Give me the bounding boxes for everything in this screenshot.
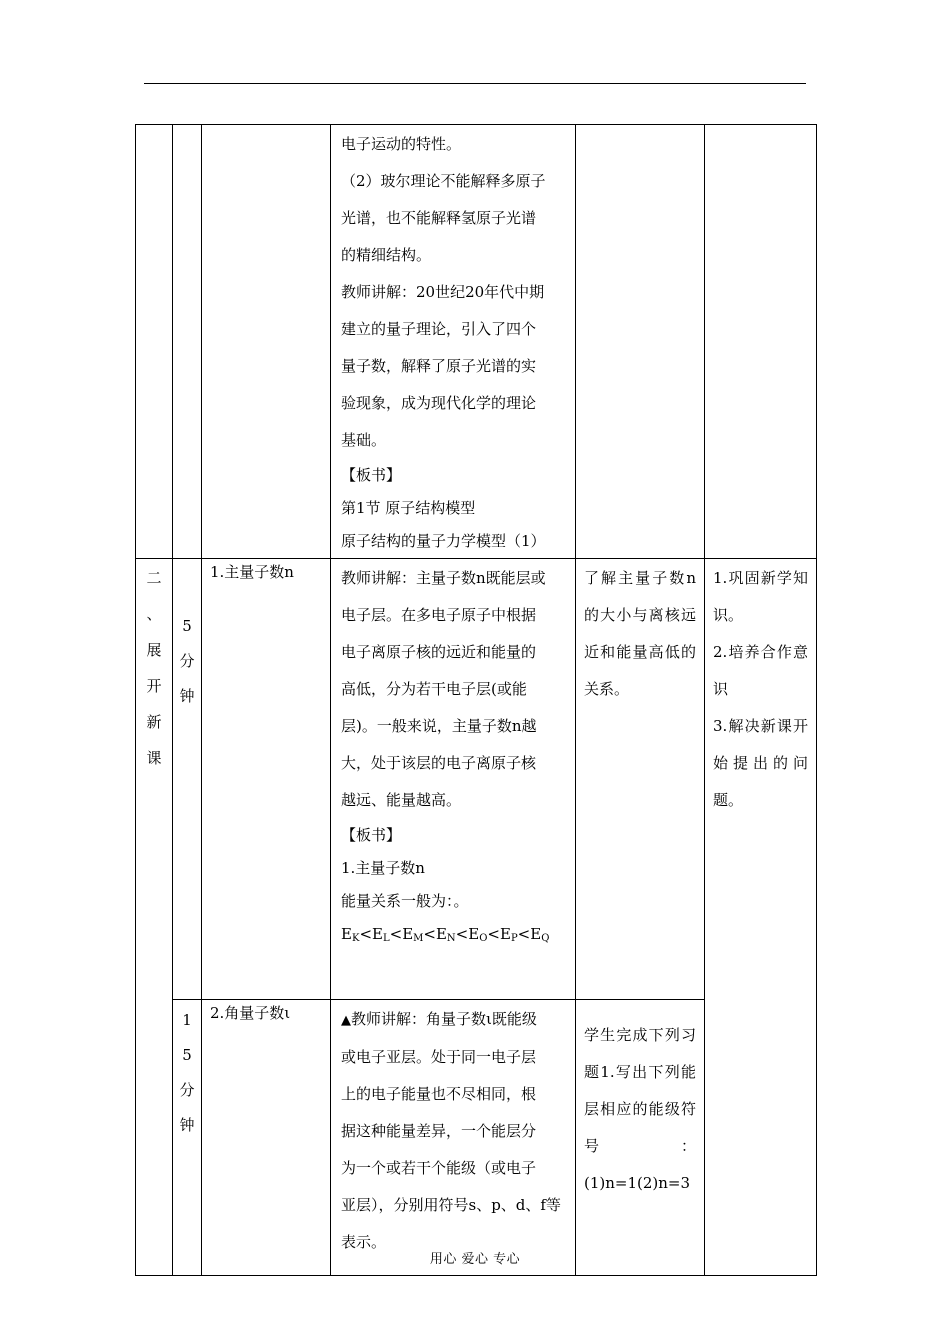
lesson-plan-table	[135, 124, 817, 1276]
time-char: 5	[182, 1046, 192, 1064]
content-line: 为一个或若干个能级（或电子	[341, 1159, 537, 1177]
triangle-marker: ▲	[341, 1013, 351, 1028]
content-line: 的精细结构。	[341, 246, 432, 264]
content-line: 建立的量子理论，引入了四个	[341, 320, 537, 338]
content-line: 电子离原子核的远近和能量的	[341, 643, 537, 661]
energy-subscript: N	[446, 933, 456, 944]
time-char: 分	[179, 1081, 195, 1099]
energy-relation	[341, 918, 567, 955]
content-line: 或电子亚层。处于同一电子层	[341, 1048, 537, 1066]
stage-cell	[136, 125, 173, 559]
energy-subscript: P	[510, 933, 518, 944]
energy-subscript: L	[382, 933, 390, 944]
energy-symbol: E	[499, 925, 511, 943]
content-line: 教师讲解：20世纪20年代中期	[341, 283, 545, 301]
goal-item: 1.巩固新学知识。	[713, 569, 808, 624]
time-cell	[173, 559, 202, 1000]
student-activity-cell	[576, 1000, 705, 1276]
less-than-sign: <	[423, 925, 436, 943]
time-cell	[173, 125, 202, 559]
content-line: 高低，分为若干电子层(或能	[341, 680, 527, 698]
content-line-text: 教师讲解：角量子数ι既能级	[351, 1010, 537, 1028]
teacher-activity-cell	[331, 559, 576, 1000]
energy-subscript: Q	[541, 933, 550, 944]
energy-symbol: E	[402, 925, 414, 943]
content-line: 1.主量子数n	[341, 859, 425, 877]
stage-char: 二	[146, 569, 162, 587]
student-activity-text: 学生完成下列习题1.写出下列能层相应的能级符号：(1)n=1(2)n=3	[584, 1026, 696, 1192]
time-char: 分	[179, 652, 195, 670]
content-line: 光谱，也不能解释氢原子光谱	[341, 209, 537, 227]
stage-char: 开	[146, 677, 162, 695]
content-line: 验现象，成为现代化学的理论	[341, 394, 537, 412]
energy-symbol: E	[372, 925, 383, 943]
energy-subscript: O	[479, 933, 488, 944]
less-than-sign: <	[487, 925, 500, 943]
content-line: 基础。	[341, 431, 387, 449]
energy-symbol: E	[530, 925, 542, 943]
teacher-activity-cell	[331, 125, 576, 559]
less-than-sign: <	[359, 925, 373, 943]
content-line	[341, 1001, 567, 1039]
less-than-sign: <	[517, 925, 531, 943]
content-line: 大，处于该层的电子离原子核	[341, 754, 537, 772]
less-than-sign: <	[389, 925, 403, 943]
content-line: 【板书】	[341, 826, 402, 844]
energy-subscript: M	[413, 933, 424, 944]
goal-item: 3.解决新课开始提出的问题。	[713, 717, 808, 809]
time-cell	[173, 1000, 202, 1276]
topic-label: 1.主量子数n	[210, 563, 294, 581]
topic-cell	[202, 125, 331, 559]
time-char: 5	[182, 617, 192, 635]
student-activity-cell	[576, 559, 705, 1000]
content-line: 据这种能量差异，一个能层分	[341, 1122, 537, 1140]
content-line: 原子结构的量子力学模型（1）	[341, 532, 546, 550]
stage-char: 新	[146, 713, 162, 731]
topic-cell	[202, 1000, 331, 1276]
content-line: 电子层。在多电子原子中根据	[341, 606, 537, 624]
goal-item: 2.培养合作意识	[713, 643, 808, 698]
content-line: 层)。一般来说，主量子数n越	[341, 717, 537, 735]
content-line: 上的电子能量也不尽相同，根	[341, 1085, 537, 1103]
topic-cell	[202, 559, 331, 1000]
content-line: 越远、能量越高。	[341, 791, 462, 809]
content-line: 表示。	[341, 1233, 387, 1251]
content-line: 量子数，解释了原子光谱的实	[341, 357, 537, 375]
time-char: 1	[182, 1011, 192, 1029]
table-row	[136, 125, 817, 559]
time-char: 钟	[179, 1116, 195, 1134]
goal-cell	[705, 125, 817, 559]
student-activity-text: 了解主量子数n的大小与离核远近和能量高低的关系。	[584, 569, 696, 698]
energy-symbol: E	[468, 925, 480, 943]
topic-label: 2.角量子数ι	[210, 1004, 291, 1022]
energy-symbol: E	[341, 925, 352, 943]
table-row	[136, 559, 817, 1000]
page-footer: 用心 爱心 专心	[429, 1252, 521, 1267]
content-line: 教师讲解：主量子数n既能层或	[341, 569, 546, 587]
content-line: 第1节 原子结构模型	[341, 499, 476, 517]
content-line: 能量关系一般为：。	[341, 892, 469, 910]
student-activity-cell	[576, 125, 705, 559]
energy-subscript: K	[351, 933, 360, 944]
content-line: 【板书】	[341, 466, 402, 484]
energy-symbol: E	[435, 925, 447, 943]
less-than-sign: <	[455, 925, 469, 943]
teacher-activity-cell	[331, 1000, 576, 1276]
content-line: 电子运动的特性。	[341, 135, 462, 153]
header-rule	[144, 83, 806, 84]
stage-char: 课	[146, 749, 162, 767]
goal-cell	[705, 559, 817, 1276]
content-line: （2）玻尔理论不能解释多原子	[341, 172, 546, 190]
stage-cell	[136, 559, 173, 1276]
stage-char: 、	[146, 605, 162, 623]
stage-char: 展	[146, 641, 162, 659]
content-line: 亚层），分别用符号s、p、d、f等	[341, 1196, 561, 1214]
time-char: 钟	[179, 687, 195, 705]
